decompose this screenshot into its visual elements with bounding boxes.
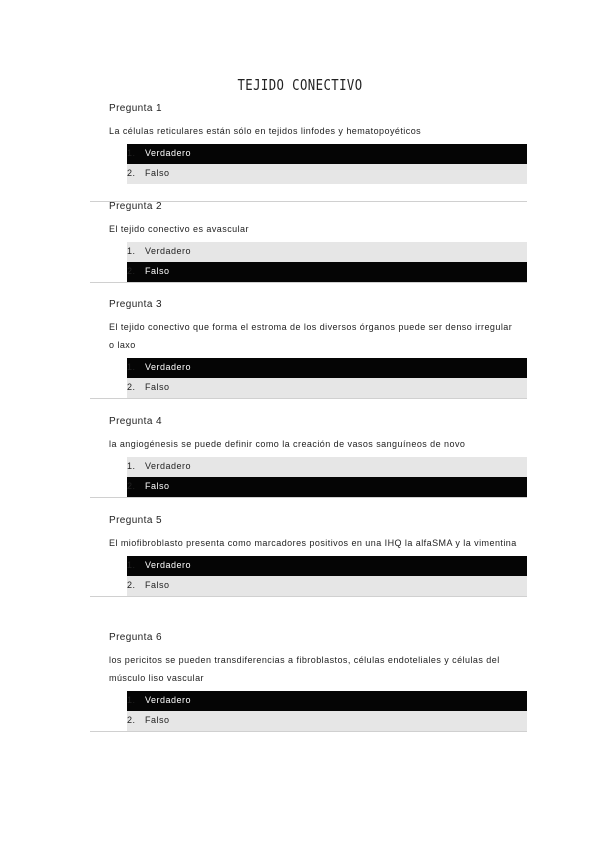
- option-number: 2.: [127, 481, 136, 491]
- question-5: [90, 514, 527, 597]
- page-title: TEJIDO CONECTIVO: [237, 76, 363, 94]
- question-6: [90, 631, 527, 732]
- option-label: Falso: [145, 382, 170, 392]
- divider: [90, 596, 527, 597]
- question-label: Pregunta 3: [109, 299, 162, 310]
- question-text: la angiogénesis se puede definir como la creación de vasos sanguíneos de novo: [109, 439, 466, 449]
- option-number: 1.: [127, 148, 136, 158]
- option-falso[interactable]: [127, 262, 527, 282]
- options-list: [127, 457, 527, 497]
- option-number: 2.: [127, 580, 136, 590]
- option-label: Falso: [145, 715, 170, 725]
- option-label: Verdadero: [145, 560, 192, 570]
- options-list: [127, 358, 527, 398]
- option-label: Verdadero: [145, 461, 192, 471]
- divider: [90, 398, 527, 399]
- question-text: los pericitos se pueden transdiferencias a fibroblastos, células endoteliales y células del músculo liso vascular: [109, 655, 500, 683]
- options-list: [127, 556, 527, 596]
- question-text: El tejido conectivo que forma el estroma de los diversos órganos puede ser denso irregular o laxo: [109, 322, 513, 350]
- question-label: Pregunta 2: [109, 201, 162, 212]
- divider: [90, 497, 527, 498]
- question-label: Pregunta 6: [109, 632, 162, 643]
- divider: [90, 282, 527, 283]
- option-falso[interactable]: [127, 576, 527, 596]
- question-1: [90, 102, 527, 202]
- question-label: Pregunta 5: [109, 515, 162, 526]
- option-number: 2.: [127, 715, 136, 725]
- option-verdadero[interactable]: [127, 691, 527, 711]
- option-label: Falso: [145, 266, 170, 276]
- question-text: La células reticulares están sólo en tejidos linfodes y hematopoyéticos: [109, 126, 422, 136]
- option-verdadero[interactable]: [127, 144, 527, 164]
- option-number: 1.: [127, 695, 136, 705]
- option-label: Falso: [145, 580, 170, 590]
- question-2: [90, 200, 527, 283]
- question-label: Pregunta 4: [109, 416, 162, 427]
- option-falso[interactable]: [127, 711, 527, 731]
- option-verdadero[interactable]: [127, 358, 527, 378]
- option-number: 1.: [127, 560, 136, 570]
- option-verdadero[interactable]: [127, 457, 527, 477]
- option-label: Falso: [145, 481, 170, 491]
- question-4: [90, 415, 527, 498]
- option-number: 1.: [127, 461, 136, 471]
- option-falso[interactable]: [127, 477, 527, 497]
- option-number: 2.: [127, 382, 136, 392]
- question-text: El miofibroblasto presenta como marcadores positivos en una IHQ la alfaSMA y la vimentina: [109, 538, 517, 548]
- options-list: [127, 691, 527, 731]
- option-number: 2.: [127, 168, 136, 178]
- option-falso[interactable]: [127, 164, 527, 184]
- option-label: Verdadero: [145, 362, 192, 372]
- option-label: Verdadero: [145, 695, 192, 705]
- option-verdadero[interactable]: [127, 556, 527, 576]
- options-list: [127, 144, 527, 184]
- option-label: Verdadero: [145, 148, 192, 158]
- option-verdadero[interactable]: [127, 242, 527, 262]
- option-number: 1.: [127, 246, 136, 256]
- option-falso[interactable]: [127, 378, 527, 398]
- option-label: Falso: [145, 168, 170, 178]
- option-number: 1.: [127, 362, 136, 372]
- question-3: [90, 298, 527, 399]
- option-label: Verdadero: [145, 246, 192, 256]
- options-list: [127, 242, 527, 282]
- option-number: 2.: [127, 266, 136, 276]
- question-label: Pregunta 1: [109, 103, 162, 114]
- divider: [90, 731, 527, 732]
- question-text: El tejido conectivo es avascular: [109, 224, 249, 234]
